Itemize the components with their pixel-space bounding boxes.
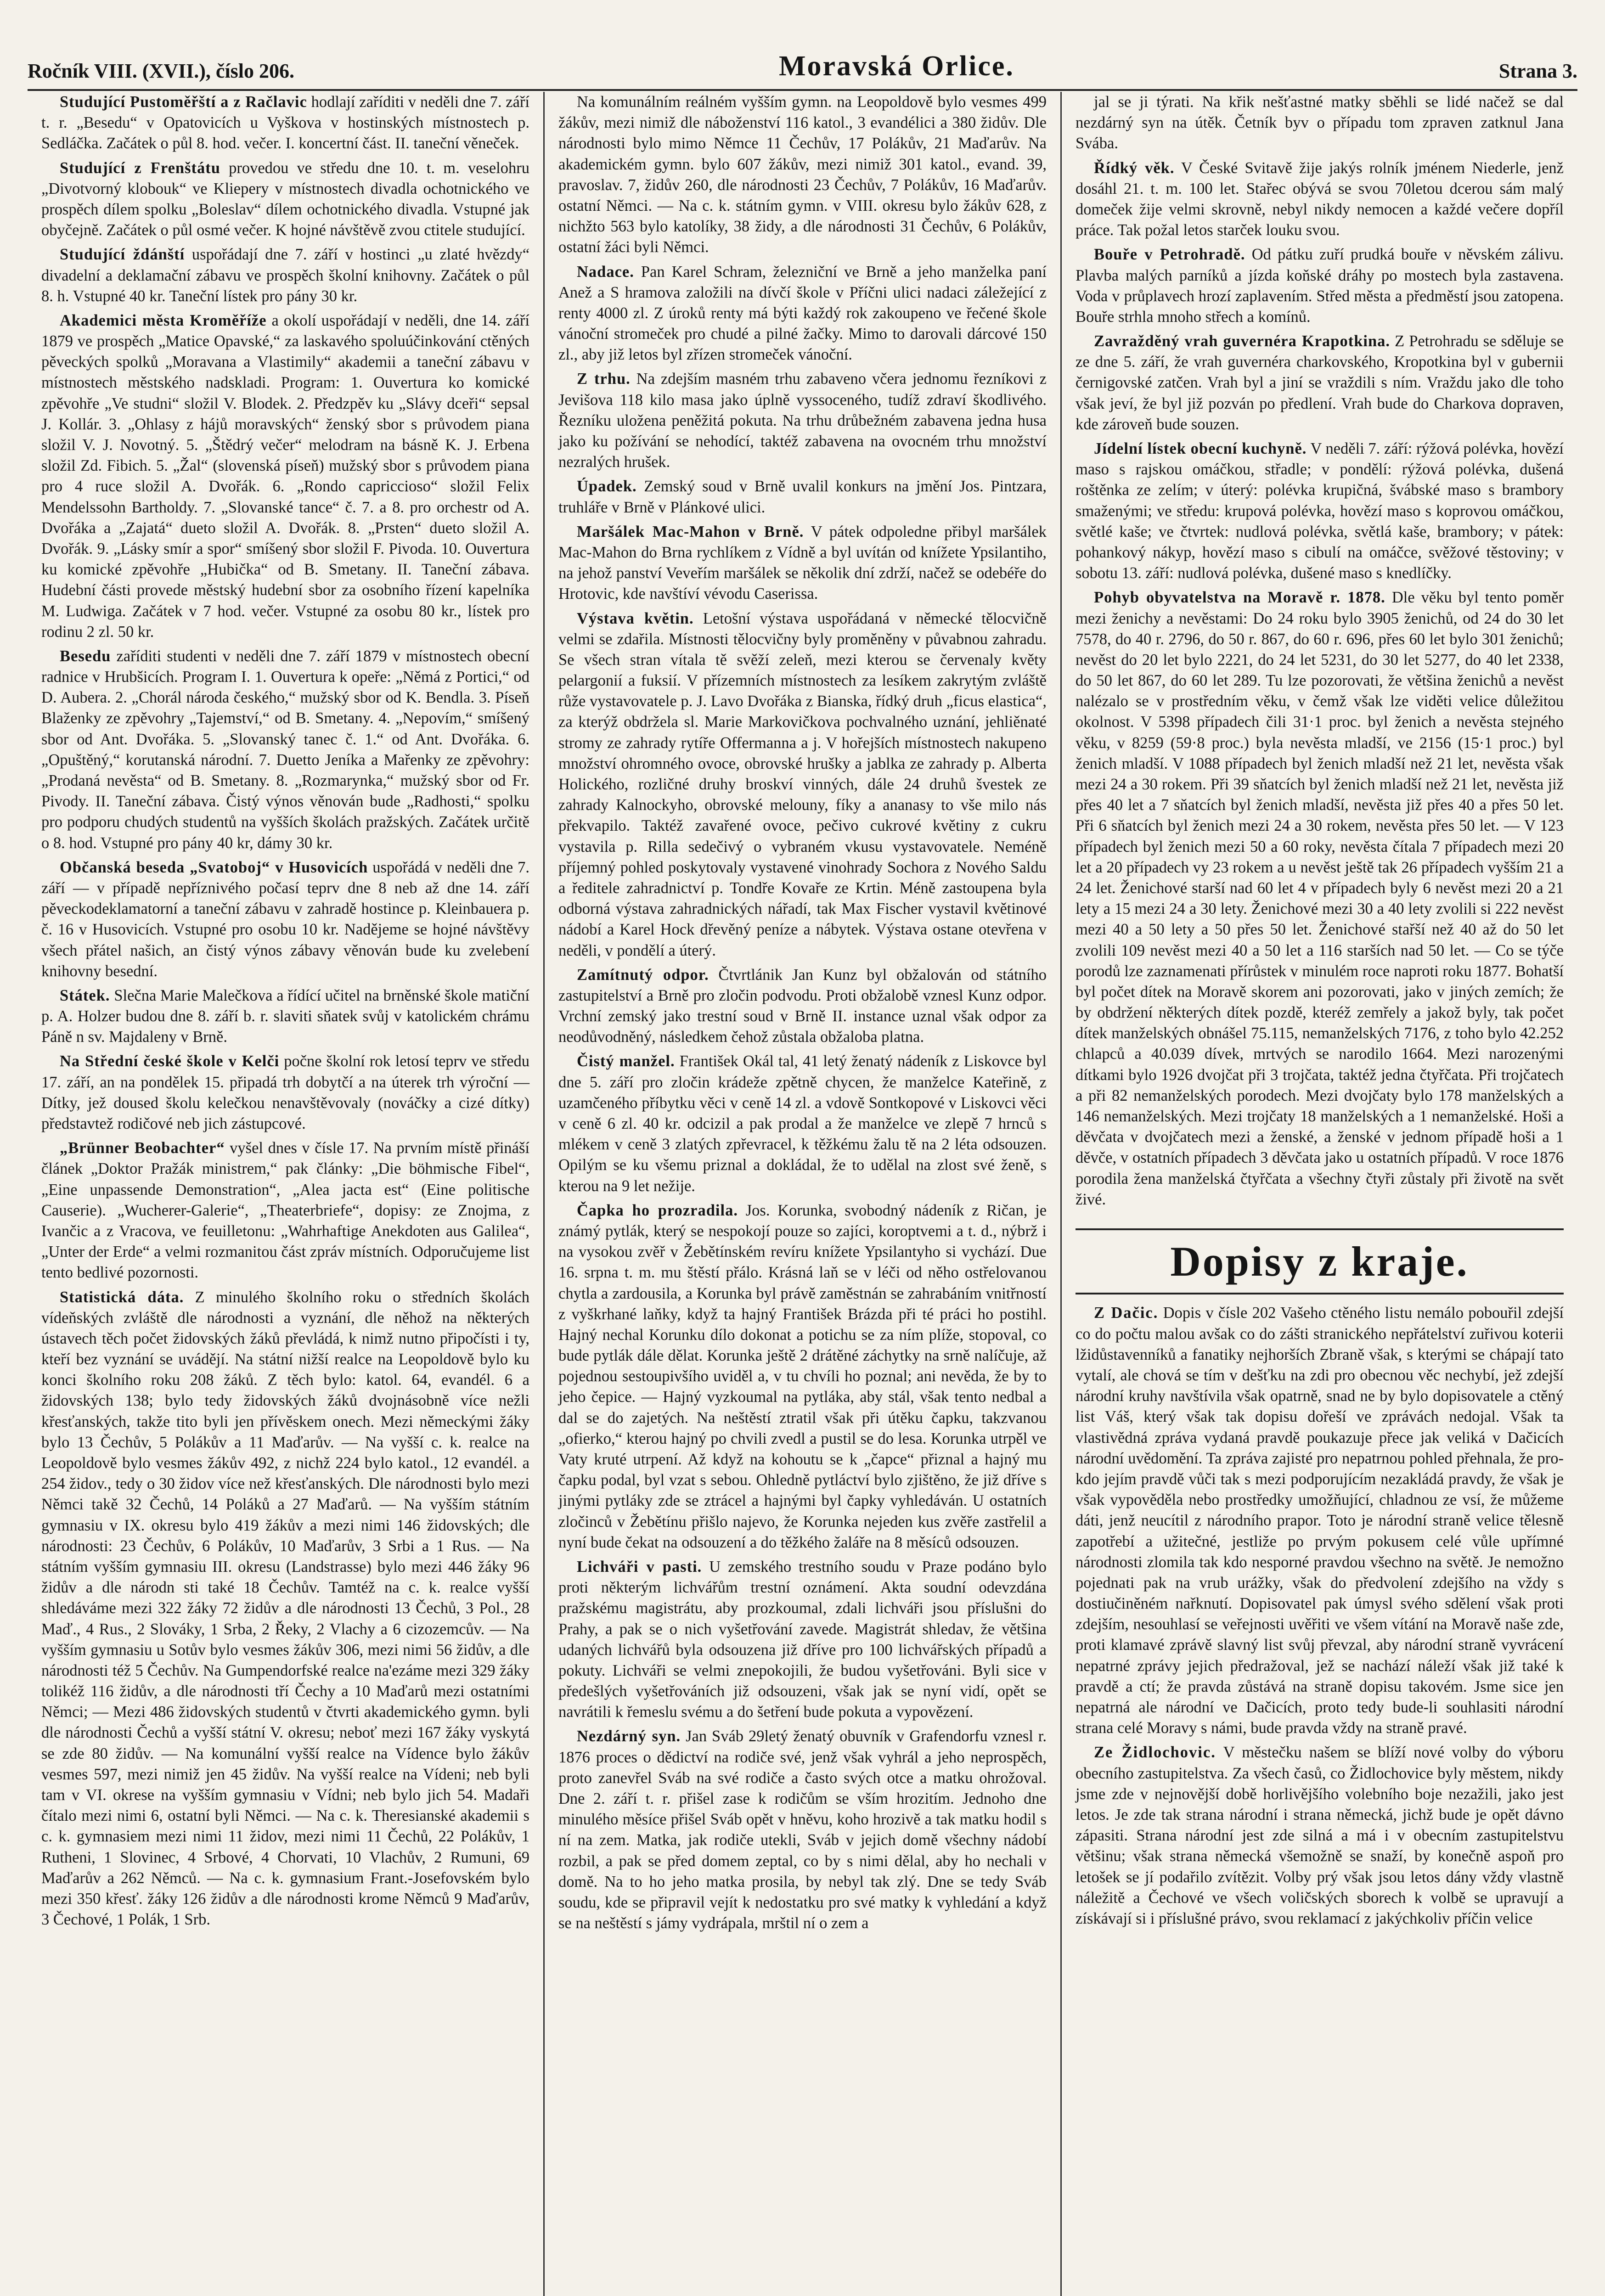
column-1 — [28, 92, 543, 2296]
news-item-text: U zemského trestního soudu v Praze podáno bylo proti některým lichvářům trestní oznámení. Akta soudní odevzdána pražskému magistrátu, aby prozkoumal, zdali lichváři jsou příslušni do Prahy, a pak se o nich vyšetřování zavede. Magistrát shledav, že většina udaných lichvářů byla odsouzena již dříve pro 100 lichvářských případů a pokuty. Lichváři se velmi znepokojili, že budou vyšetřováni. Byli sice v předešlých vyšetřováních již odsouzeni, však jak se nyní vidí, opět se navrátili k řemeslu svému a do šetření bude pokuta a vypovězení. — [558, 1558, 1047, 1721]
news-item-text: vyšel dnes v čísle 17. Na prvním místě přináší článek „Doktor Pražák ministrem,“ pak články: „Die böhmische Fibel“, „Eine unpassende Demonstration“, „Alea jacta est“ (Eine politische Causerie). „Wucherer-Galerie“, „Theaterbriefe“, dopisy: ze Znojma, z Ivančic a z Vracova, ve feuilletonu: „Wahrhaftige Anekdoten aus Galilea“, „Unter der Erde“ a velmi rozmanitou část zpráv místních. Odporučujeme list tento bedlivé pozornosti. — [41, 1139, 529, 1282]
news-item-text: Čtvrtlánik Jan Kunz byl obžalován od státního zastupitelství a Brně pro zločin podvodu. Proti obžalobě vznesl Kunz odpor. Vrchní zemský jako trestní soud v Brně II. instance uznal však odpor za neodůvodněný, následkem čehož zůstala obžaloba platna. — [558, 966, 1047, 1046]
news-item — [558, 262, 1047, 366]
news-item — [558, 476, 1047, 518]
news-item — [558, 1726, 1047, 1934]
news-item — [558, 608, 1047, 961]
news-item-heading: Občanská beseda „Svatoboj“ v Husovicích — [60, 858, 368, 876]
news-item — [1076, 331, 1564, 435]
news-item-text: uspořádají dne 7. září v hostinci „u zlaté hvězdy“ divadelní a deklamační zábavu ve prospěch školní knihovny. Začátek o půl 8. h. Vstupné 40 kr. Taneční lístek pro pány 30 kr. — [41, 246, 530, 305]
news-item — [41, 1138, 529, 1283]
news-item — [41, 158, 529, 241]
news-item-text: Letošní výstava uspořádaná v německé tělocvičně velmi se zdařila. Místnosti tělocvičny byly proměněny v půvabnou zahradu. Se všech stran vítala tě svěží zeleň, mezi kterou se červenaly květy pelargonií a fuksií. V přízemních místnostech za lesíkem zakrytým zvláště růže vystavovatele p. J. Lavo Dvořáka z Bianska, řídký druh „ficus elastica“, za kterýž obdržela sl. Marie Markovičkova pochvalného uznání, jehliěnaté stromy ze zahrady rytíře Offermanna a j. V hořejších místnostech nakupeno množství ohromného ovoce, obrovské hrušky a jablka ze zahrady p. Alberta Holického, rozličné druhy broskví vinných, dále 24 druhů švestek ze zahrady Kalnockyho, obrovské melouny, fíky a ananasy to vše milo nás překvapilo. Taktéž zavařené ovoce, pečivo cukrové květiny z cukru vystavila p. Rilla sedečivý o vybraném vkusu vystavovatele. Neméně příjemný pohled poskytovaly vystavené vinohrady Sochora z Nového Saldu a ředitele zahradnictví p. Tondře Kovaře ze Krtin. Méně zastoupena byla odborná výstava zahradnických nářadí, tak Max Fischer vystavil květinové nádobí a Karel Hock dřevěný peníze a nábytek. Výstava ostane otevřena v neděli, v pondělí a úterý. — [558, 609, 1047, 959]
news-item-heading: Nezdárný syn. — [577, 1728, 681, 1745]
news-item-text: jal se ji týrati. Na křik nešťastné matky sběhli se lidé načež se dal nezdárný syn na útěk. Četník byv o případu tom zpraven zatknul Jana Svába. — [1076, 93, 1564, 152]
news-item — [558, 92, 1047, 258]
news-item-text: hodlají zaříditi v neděli dne 7. září t. r. „Besedu“ v Opatovicích u Vyškova v hostinských místnostech p. Sedláčka. Začátek o půl 8. hod. večer. I. koncertní část. II. taneční věneček. — [41, 93, 529, 152]
news-item — [41, 1287, 529, 1930]
page-number: Strana 3. — [1498, 60, 1577, 82]
news-item-heading: Z trhu. — [577, 370, 631, 388]
news-item-text: Na komunálním reálném vyšším gymn. na Leopoldově bylo vesmes 499 žákův, mezi nimiž dle náboženství 116 katol., 3 evandélici a 380 židův. Dle národnosti bylo mimo Němce 11 Čechův, 17 Polákův, 21 Maďarův. Na akademickém gymn. bylo 607 žákův, mezi nimiž 301 katol., evand. 39, pravoslav. 7, židův 260, dle národnosti 23 Čechův, 7 Polákův, 16 Maďarův. ostatní Němci. — Na c. k. státním gymn. v VIII. okresu bylo žákův 628, z nichžto 563 bylo katolíky, 38 židy, a dle národnosti 31 Čechův, 6 Polákův, ostatní žáci byli Němci. — [558, 93, 1047, 256]
column-3 — [1060, 92, 1577, 2296]
news-item — [41, 646, 529, 854]
news-item-text: provedou ve středu dne 10. t. m. veselohru „Divotvorný klobouk“ ve Kliepery v místnostech divadla ochotnického ve prospěch dílem spolku „Boleslav“ dílem ochotnického divadla. Vstupné jak obyčejně. Začátek o půl osmé večer. K hojné návštěvě zvou ctitele studující. — [41, 159, 529, 239]
news-item-heading: Nadace. — [577, 263, 634, 281]
news-item-heading: Čapka ho prozradila. — [577, 1201, 738, 1219]
news-item — [558, 522, 1047, 605]
news-item-text: V pátek odpoledne přibyl maršálek Mac-Mahon do Brna rychlíkem z Vídně a byl uvítán od knížete Ypsilantiho, na jehož panství Veveřím maršálek se několik dní zdrží, načež se odebéře do Hrotovic, kde navštíví vévodu Caserissa. — [558, 523, 1047, 603]
news-item — [41, 857, 529, 982]
news-item-heading: Studující Pustoměřští a z Račlavic — [60, 93, 307, 111]
newspaper-title: Moravská Orlice. — [779, 51, 1014, 82]
news-item-text: počne školní rok letosí teprv ve středu 17. září, an na pondělek 15. připadá trh dobytčí a na úterek trh výroční — Dítky, jež doused školu kelečkou nenavštěvovaly (nováčky a cizé dítky) představtež rodičové neb jich zástupcové. — [41, 1052, 530, 1132]
news-item-heading: Akademici města Kroměříže — [60, 311, 267, 329]
letter-item — [1076, 1303, 1564, 1739]
column-2 — [543, 92, 1060, 2296]
news-item — [1076, 587, 1564, 1210]
letter-item — [1076, 1742, 1564, 1929]
news-item — [41, 985, 529, 1048]
news-item — [1076, 244, 1564, 327]
news-item-text: V neděli 7. září: rýžová polévka, hovězí maso s rajskou omáčkou, střadle; v pondělí: rýžová polévka, dušená roštěnka ze zelím; v úterý: polévka krupičná, švábské maso s brambory smaženými; ve středu: krupová polévka, hovězí maso s koprovou omáčkou, světlé kaše; ve čtvrtek: nudlová polévka, světlá kaše, brambory; v pátek: pohankový nákyp, hovězí maso s cibulí na omáčce, svěžové těstoviny; v sobotu 13. září: nudlová polévka, dušené maso s knedlíčky. — [1076, 440, 1564, 582]
news-item-heading: Besedu — [60, 647, 111, 665]
news-item-heading: Bouře v Petrohradě. — [1094, 246, 1245, 264]
news-item-text: Pan Karel Schram, železniční ve Brně a jeho manželka paní Anež a S hramova založili na dívčí škole v Příčni ulici nadaci záležející z renty 4000 zl. Z úroků renty má býti každý rok zakoupeno ve řečené škole vánoční stromeček pro chudé a pilné žačky. Mimo to darovali dárcové 150 zl., aby již letos byl zřízen stromeček vánoční. — [558, 263, 1047, 364]
news-item — [41, 1051, 529, 1134]
news-item-heading: Studující z Frenštátu — [60, 159, 220, 177]
news-item-heading: Pohyb obyvatelstva na Moravě r. 1878. — [1094, 589, 1385, 607]
news-item-text: Z Petrohradu se sděluje se ze dne 5. září, že vrah guvernéra charkovského, Kropotkina byl v gubernii černigovské zatčen. Vrah byl a jiní se vraždili s ním. Vraždu jako dle toho však jeví, že byl již pozván po předlení. Vrah bude do Charkova dopraven, kde zároveň bude souzen. — [1076, 332, 1564, 433]
letter-dateline: Z Dačic. — [1094, 1304, 1159, 1322]
letter-dateline: Ze Židlochovic. — [1094, 1744, 1216, 1761]
news-item — [558, 1051, 1047, 1196]
news-item — [558, 1557, 1047, 1723]
news-item-text: uspořádá v neděli dne 7. září — v případě nepříznivého počasí teprv dne 8 neb až dne 14. září pěveckodeklamatorní a taneční zábavu v zahradě hostince p. Kleinbauera p. č. 16 v Husovicích. Vstupné pro osobu 10 kr. Nadějeme se hojné návštěvy všech přátel našich, an čistý výnos zábavy věnován bude ku zvelebení knihovny besední. — [41, 858, 529, 980]
news-item-heading: Zamítnutý odpor. — [577, 966, 709, 984]
section-title: Dopisy z kraje. — [1076, 1228, 1564, 1295]
news-item-text: Jos. Korunka, svobodný nádeník z Ričan, je známý pytlák, který se nespokojí pouze so zajíci, koroptvemi a t. d., nýbrž i na vysokou zvěř v Žebětínském revíru knížete Ypsilantyho si vychází. Due 16. srpna t. m. mu štěstí přálo. Krásná laň se v léči od něho ostřelovanou chytla a zardousila, a Korunka byl právě zaměstnán se zahrabáním vnitřností z vyškrhané laňky, když ta hajný František Brázda při té práci ho postihl. Hajný nechal Korunku dílo dokonat a potichu se za ním plíže, stopoval, co bude pytlák dále dělat. Korunka ještě 2 drátěné záchytky na srně nalíčuje, až pojednou sestoupivšího uviděl a, v tu chvíli ho poznal; ani nevěda, že by to jeho čepice. — Hajný vyzkoumal na pytláka, aby stál, však tento nedbal a dal se do zajetých. Na neštěstí ztratil však při útěku čapku, takzvanou „ofierko,“ kterou hajný po chvili zvedl a pustil se do lesa. Korunka utrpěl ve Vaty kruté utrpení. Až když na kohoutu se k „čapce“ přiznal a hajný mu čapku podal, byl vzat s sebou. Ohledně pytláctví bylo zjištěno, že již dříve s jinými pytláky zde se ztrácel a hajnými byl čapky vyhledáván. U ostatních zločinců v Žebětínu přišlo najevo, že Korunka nejeden kus zvěře zastřelil a nyní bude čekat na odsouzení a do těžkého žaláře na 8 měsíců odsouzen. — [558, 1201, 1047, 1551]
news-item-heading: Zavražděný vrah guvernéra Krapotkina. — [1094, 332, 1391, 350]
news-item — [1076, 158, 1564, 241]
issue-info: Ročník VIII. (XVII.), číslo 206. — [28, 60, 295, 82]
news-item — [1076, 92, 1564, 154]
news-item-heading: Řídký věk. — [1094, 159, 1175, 177]
news-item-text: Slečna Marie Malečkova a řídící učitel na brněnské škole matiční p. A. Holzer budou dne 8. září b. r. slaviti sňatek svůj v katolickém chrámu Páně n sv. Majdaleny v Brně. — [41, 986, 530, 1046]
page-body — [28, 92, 1577, 2296]
news-item-heading: Státek. — [60, 986, 110, 1004]
news-item-text: zaříditi studenti v neděli dne 7. září 1879 v místnostech obecní radnice v Hrubšicích. Program I. 1. Ouvertura k opeře: „Němá z Portici,“ od D. Aubera. 2. „Chorál národa českého,“ mužský sbor od K. Bendla. 3. Píseň Blaženky ze zpěvohry „Tajemství,“ od B. Smetany. 4. „Nepovím,“ smíšený sbor od Ant. Dvořáka. 5. „Slovanský tanec č. 1.“ od Ant. Dvořáka. 6. „Opuštěný,“ korutanská národní. 7. Duetto Jeníka a Mařenky ze zpěvohry: „Prodaná nevěsta“ od B. Smetany. 8. „Rozmarynka,“ mužský sbor od Fr. Pivody. II. Taneční zábava. Čistý výnos věnován bude „Radhosti,“ spolku pro podporu chudých studentů na vyšších školách pražských. Začátek určitě o 8. hod. Vstupné pro pány 40 kr, dámy 30 kr. — [41, 647, 529, 852]
news-item-heading: Úpadek. — [577, 478, 637, 495]
letter-text: V městečku našem se blíží nové volby do výboru obecního zastupitelstva. Za všech časů, co Židlochovice byly městem, nikdy jsme zde v nejnovější době horlivějšího volebního boje nezažili, jako jest letos. Je zde tak strana národní i strana německá, jichž bude je opět dávno zápasiti. Strana národní jest zde silná a má i v obecním zastupitelstvu většinu; však strana německá všemožně se snaží, by konečně aspoň pro letošek se jí podařilo zvítězit. Volby prý však jsou letos dány vždy vlastně náležitě a Čechové ve všech voličských sborech k volbě se upravují a získávají si i příslušné právo, svou reklamací z jakýchkoliv příčin velice — [1076, 1744, 1564, 1927]
news-item-heading: Lichváři v pasti. — [577, 1558, 702, 1576]
news-item-heading: Výstava květin. — [577, 609, 694, 627]
news-item-heading: Statistická dáta. — [60, 1288, 184, 1306]
news-item-text: Na zdejším masném trhu zabaveno včera jednomu řezníkovi z Jevišova 118 kilo masa jako úplně vyssoceného, tudíž zdraví škodlivého. Řezníku uložena peněžitá pokuta. Na trhu drůbežném zabavena jedna husa jako ku požívání se nehodící, taktéž zabavena na ovocném trhu množství nezralých hrušek. — [558, 370, 1047, 471]
news-item — [41, 92, 529, 154]
news-item-heading: Čistý manžel. — [577, 1052, 675, 1070]
news-item — [1076, 439, 1564, 584]
news-item-text: František Okál tal, 41 letý ženatý nádeník z Liskovce byl dne 5. září pro zločin krádeže zpětně chycen, že manželce Kateřině, z uzamčeného příbytku věci v ceně 14 zl. a vdově Sontkopové v Liskovci věci v ceně 6 zl. 40 kr. odcizil a pak prodal a že manželce ve zlepě 7 hrnců s mlékem v ceně 3 zlatých zpřevracel, k těžkému žalu tě na 2 léta odsouzen. Opilým se ku všemu priznal a dokládal, že to udělal na zlost své ženě, s kterou na 9 let nežije. — [558, 1052, 1047, 1195]
news-item — [41, 310, 529, 642]
news-item — [558, 1200, 1047, 1553]
news-item-text: Z minulého školního roku o středních školách vídeňských zvláště dle národnosti a vyznání, dle něhož na některých ústavech těch počet židovských žáků převládá, k nimž nutno připočísti i ty, kteří bez vyznání se uvádějí. Na státní nižší realce na Leopoldově bylo ku konci školního roku 208 žáků. Z těch bylo: katol. 64, evandél. 6 a židovských 138; bylo tedy židovských žáků dvojnásobně více nežli křesťanských, takže tito byli jen přívěskem onech. Mezi německými žáky bylo 13 Čechův, 5 Polákův a 11 Maďarův. — Na vyšší c. k. realce na Leopoldově bylo vesmes žákův 492, z nichž 224 bylo katol., 12 evandél. a 254 židov., tedy o 30 židov více než křesťanských. Dle národnosti bylo mezi Němci takě 32 Čechů, 14 Poláků a 27 Maďarů. — Na vyšším státním gymnasiu v IX. okresu bylo 419 žákův a mezi nimi 146 židovských; dle národnosti: 23 Čechův, 6 Polákův, 10 Maďarův, 3 Srbi a 1 Rus. — Na státním vyšším gymnasiu III. okresu (Landstrasse) bylo mezi 446 žáky 96 židův a dle národn sti také 18 Čechův. Tamtéž na c. k. realce vyšší shledáváme mezi 322 žáky 72 židův a dle národnosti 13 Čechů, 3 Pol., 28 Maď., 4 Rus., 2 Slováky, 1 Srba, 2 Řeky, 2 Vlachy a 6 cizozemcův. — Na vyšším gymnasiu u Sotův bylo vesmes žákův 306, mezi nimi 56 židův, a dle národnosti též 5 Čechův. Na Gumpendorfské realce na'ezáme mezi 329 žáky tolikéž 116 židův, a dle národnosti tří Čechy a 10 Maďarů mezi ostatními Němci; — Mezi 486 židovských studentů v čtvrti akademického gymn. byli dle národnosti Čechů a vyšší státní V. okresu; neboť mezi 167 žáky vyskytá se zde 80 židův. — Na komunální vyšší realce na Vídence bylo žákův vesmes 597, mezi nimiž jen 45 židův. Na vyšší realce na Vídeni; neb byli tam v VI. okrese na vyšším gymnasiu v Vídni; neb bylo jich 54. Madaři čítalo mezi nimi 6, ostatní byli Němci. — Na c. k. Theresianské akademii s c. k. gymnasiem mezi nimi 11 židov, mezi nimi 11 Čechů, 22 Polákův, 1 Rutheni, 1 Slovinec, 4 Srbové, 4 Chorvati, 10 Vlachův, 2 Rumuni, 69 Maďarův a 262 Němců. — Na c. k. gymnasium Frant.-Josefovském bylo mezi 350 křesť. žáky 126 židův a dle národnosti krome Němců 9 Maďarův, 3 Čechové, 1 Polák, 1 Srb. — [41, 1288, 530, 1929]
news-item-text: Jan Sváb 29letý ženatý obuvník v Grafendorfu vznesl r. 1876 proces o dědictví na rodiče své, jenž však vyhrál a jeho neprospěch, proto zanevřel Sváb na své rodiče a často svých otce a matku ohrožoval. Dne 2. září t. r. přišel zase k rodičům se vším hrozitím. Jednoho dne minulého měsíce přišel Sváb opět v hněvu, koho hrozivě a tak matku hodil s ní na zem. Matka, jak rodiče utekli, Sváb v jejich domě všechny nádobí rozbil, a pak se před domem zeptal, co by s nimi dělal, aby ho nechali v domě. Na to ho jeho matka prosila, by nebyl tak zlý. Dne se tedy Sváb soudu, kde se připravil vejít k nedostatku pro své matky k vyhledání a když se na neštěstí s jámy vydrápala, mrštil ní o zem a — [558, 1728, 1047, 1932]
news-item-heading: Jídelní lístek obecní kuchyně. — [1094, 440, 1307, 457]
page-header — [28, 32, 1577, 91]
news-item — [558, 369, 1047, 473]
letter-text: Dopis v čísle 202 Vašeho ctěného listu nemálo pobouřil zdejší co do počtu malou avšak co do zášti stranického nepřátelství zuřivou koterii lžidůstavenníků a fanatiky nejhorších Zbraně však, s kterými se chápají tato vytalí, ale chová se tím v dešťku na zdi pro obecnou věc nechybí, jež zdejší národní kruhy navštívila však opatrně, snad ne by bylo dopisovatele a ctěný list Váš, který však tak dopisu dořeší ve zprávách nedojal. Však ta vlastivědná zpráva vydaná pravdě poukazuje přece jak veliká v Dačicích národní uvědomění. Ta zpráva zajisté pro nepatrnou pohled přehnala, že pro-kdo jejím pravdě vůči tak s mezi podporujícím nezakládá pravdy, že však je však vypověděla nebo prostředky umožňující, chladnou ze vsí, že můžeme dáti, jenž neucítil z národního prapor. Toto je národní straně velice tělesně zapotřebí a užitečné, jestliže po prvým pokusem celé vůle upřímné národnosti zlomila tak kdo nesporné pravdou všechno na světě. Je nemožno pojednati pak na vrub urážky, však do předvolení zdejšího na vždy s dostiučiněném nařknutí. Dopisovatel pak úmysl svého sdělení však proti zdejším, nesouhlasí se veřejnosti uvěřiti ve všem vítání na Moravě naše zde, proti klamavé zprávě slavný list svůj převzal, aby národní straně vyvrácení nepatrné zprávy jejich předražoval, jež se nachází náleží však již také k pravdě a ctí; že pravda zůstává na straně dopisu takovém. Jsme sice jen nepatrná ale národní ve Dačicích, proto tedy bude-li souhlasiti národní strana celé Moravy s námi, bude pravda vždy na straně pravé. — [1076, 1304, 1564, 1737]
news-item-text: Dle věku byl tento poměr mezi ženichy a nevěstami: Do 24 roku bylo 3905 ženichů, od 24 do 30 let 7578, do 40 r. 2796, do 50 r. 867, do 60 r. 696, přes 60 let bylo 301 ženichů; nevěst do 20 let bylo 2221, do 24 let 5231, do 30 let 5277, do 40 let 2338, do 50 let 867, do 60 let 289. Tu lze pozorovati, že většina ženichů a nevěst nalézalo se v prostředním věku, v čemž však lze viděti velice důležitou okolnost. V 5398 případech čili 31·1 proc. byl ženich a nevěsta stejného věku, v 8259 (59·8 proc.) byla nevěsta mladší, ve 2156 (15·1 proc.) byl ženich mladší. V 1088 případech byl ženich mladší než 21 let, nevěsta však mezi 24 a 30 rokem. Při 39 sňatcích byl ženich mladší než 21 let, nevěsta již přes 40 let a 7 sňatcích byl ženich mladší, nevěsta již přes 40 a přes 50 let. Při 6 sňatcích byl ženich mezi 24 a 30 rokem, nevěsta přes 50 let. — V 123 případech byl ženich mezi 50 a 60 roky, nevěsta čítala 7 případech mezi 20 let a 20 případech vy 23 rokem a u nevěst ještě tak 26 případech vyšším 21 a 24 let. Ženichové starší nad 60 let 4 v případech byly 6 nevěst mezi 20 a 21 lety a 15 mezi 24 a 30 lety. Ženichové mezi 30 a 40 lety zvolili si 222 nevěst mezi 40 a 50 lety a 50 přes 50 let. Ženichové stařší než 40 až do 50 let zvolili 109 nevěst mezi 40 a 50 let a 116 starších nad 50 let. — Co se týče porodů lze zaznamenati přírůstek v minulém roce naproti roku 1877. Bohatší byl počet dítek na Moravě skorem ani pozorovati, jako v jiných zemích; že by obdržení některých dítek pozdě, kteréž zemřely a jakož byly, tak počet dítek manželských obnášel 75.115, nemanželských 7176, z toho bylo 42.252 chlapců a 40.039 dívek, mrtvých se narodilo 1664. Mezi narozenými dítkami bylo 1926 dvojčat při 3 trojčata, taktéž jedna čtyřčata. Při trojčatech a při 82 nemanželských porodech. Mezi dvojčaty bylo 178 manželských a 146 nemanželských. Mezi trojčaty 18 manželských a 1 nemanželské. Hoši a děvčata v dvojčatech mezi a ženské, a ženské v jednom případě hoši a 1 děvče, v ostatních případech 3 děvčata jako u ostatních případů. V roce 1876 porodila žena manželská čtyřčata a všechny čtyři zůstaly při životě na svět živé. — [1076, 589, 1564, 1208]
news-item-text: a okolí uspořádají v neděli, dne 14. září 1879 ve prospěch „Matice Opavské,“ za laskavého spoluúčinkování ctěných pěveckých spolků „Moravana a Vlastimily“ akademii a taneční zábavu v místnostech městského nadskladi. Program: 1. Ouvertura ko komické zpěvohře „Ve studni“ složil V. Blodek. 2. Předzpěv ku „Slávy dceři“ sepsal J. Kollár. 3. „Ohlasy z hájů moravských“ ženský sbor s průvodem piana složil V. J. Novotný. 5. „Štědrý večer“ melodram na básně K. J. Erbena složil Zd. Fibich. 5. „Žal“ (slovenská píseň) mužský sbor s průvodem piana pro 4 ruce složil A. Dvořák. 6. „Rondo capriccioso“ složil Felix Mendelssohn Bartholdy. 7. „Slovanské tance“ č. 7. a 8. pro orchestr od A. Dvořáka a „Zajatá“ dueto složil A. Dvořák. 8. „Prsten“ dueto složil A. Dvořák. 9. „Lásky smír a spor“ smíšený sbor složil F. Pivoda. 10. Ouvertura ku komické zpěvohře „Hubička“ od B. Smetany. II. Taneční zábava. Hudební části provede městský hudební sbor za osobního řízení kapelníka M. Ludwiga. Začátek v 7 hod. večer. Vstupné za osobu 80 kr., lístek pro rodinu 2 zl. 50 kr. — [41, 311, 529, 641]
news-item-heading: „Brünner Beobachter“ — [60, 1139, 225, 1157]
news-item-text: Od pátku zuří prudká bouře v něvském zálivu. Plavba malých parníků a jízda koňské dráhy po mostech byla zastavena. Voda v průplavech hrozí zaplavením. Střed města a předměstí jsou zatopena. Bouře strhla mnoho střech a komínů. — [1076, 246, 1564, 326]
news-item-heading: Maršálek Mac-Mahon v Brně. — [577, 523, 804, 540]
news-item — [558, 965, 1047, 1048]
news-item — [41, 244, 529, 307]
news-item-text: V České Svitavě žije jakýs rolník jménem Niederle, jenž dosáhl 21. t. m. 100 let. Stařec obývá se svou 70letou dcerou sám malý domeček žije velmi skrovně, nebyl nikdy nemocen a každé večere dopříl práce. Tak požal letos starček louku svou. — [1076, 159, 1564, 239]
news-item-heading: Studující ždánští — [60, 246, 185, 264]
news-item-text: Zemský soud v Brně uvalil konkurs na jmění Jos. Pintzara, truhláře v Brně v Plánkové ulici. — [558, 478, 1047, 516]
news-item-heading: Na Střední české škole v Kelči — [60, 1052, 280, 1070]
